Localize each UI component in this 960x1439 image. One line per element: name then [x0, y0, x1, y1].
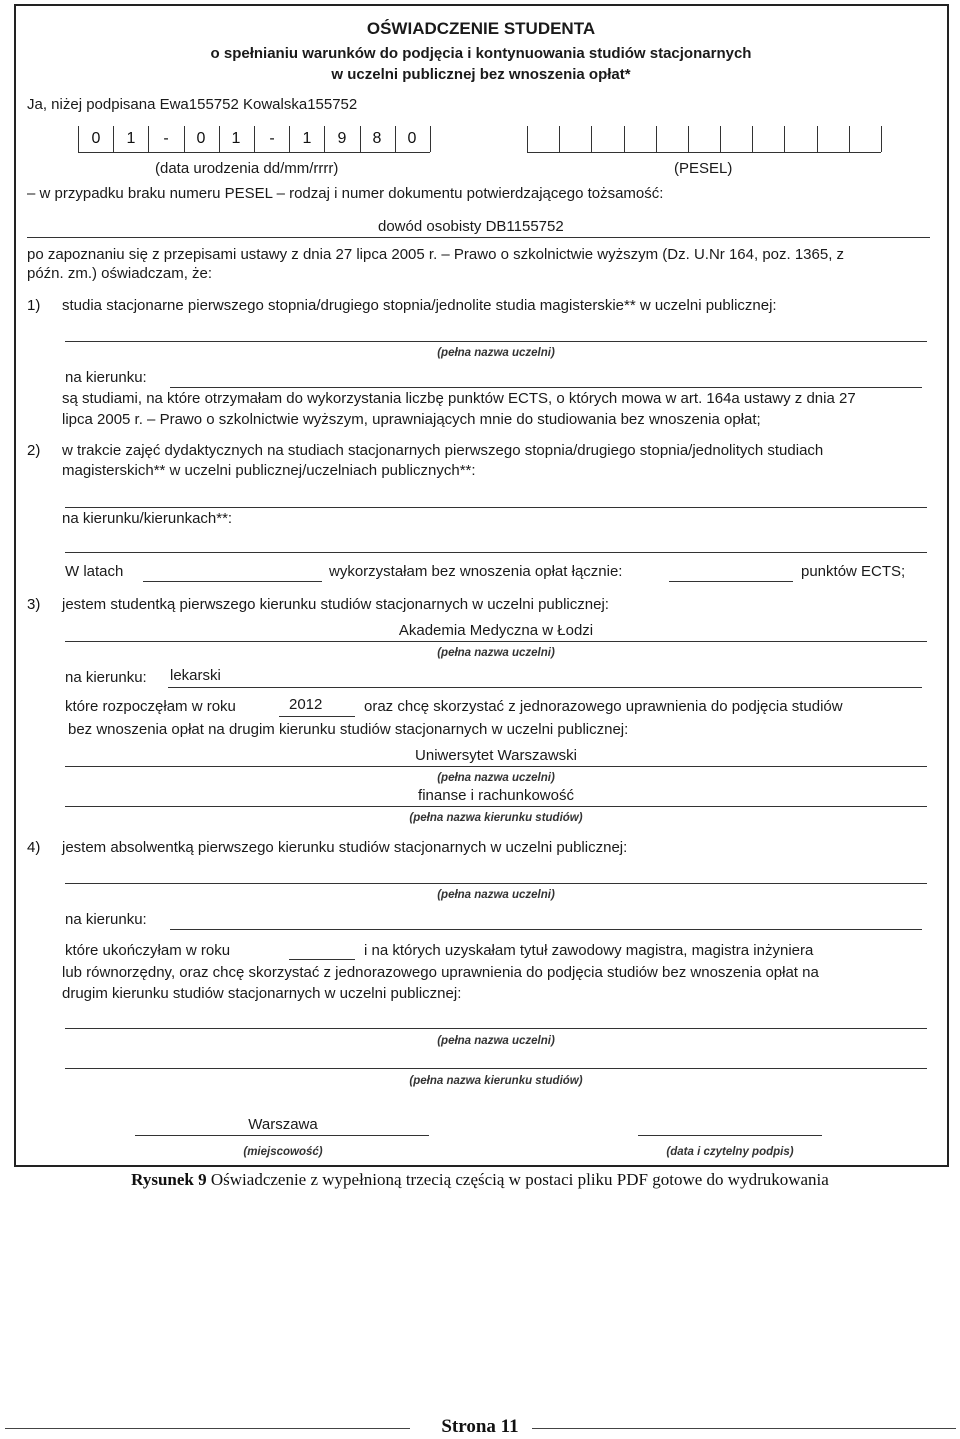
s2-ects-label: punktów ECTS; [801, 563, 906, 580]
digit-box-divider [624, 126, 625, 152]
s2-used-label: wykorzystałam bez wnoszenia opłat łącznie: [329, 563, 623, 580]
s4-kierunek2-line [65, 1068, 927, 1069]
s3-rok-label: które rozpoczęłam w roku [65, 698, 236, 715]
s2-ects-line [669, 581, 793, 582]
dob-digit: 9 [337, 130, 347, 147]
place-caption: (miejscowość) [243, 1146, 323, 1158]
signature-caption: (data i czytelny podpis) [666, 1146, 794, 1158]
section-1-number: 1) [27, 297, 41, 314]
statute-text-1: po zapoznaniu się z przepisami ustawy z dnia 27 lipca 2005 r. – Prawo o szkolnictwie wyższym (Dz. U.Nr 164, poz. 1365, z [27, 246, 845, 263]
pesel-label: (PESEL) [674, 160, 733, 177]
s4-text-3: lub równorzędny, oraz chcę skorzystać z jednorazowego uprawnienia do podjęcia studiów bez wnoszenia opłat na [62, 964, 819, 981]
digit-box-divider [817, 126, 818, 152]
digit-box-divider [656, 126, 657, 152]
statute-text-2: późn. zm.) oświadczam, że: [27, 265, 213, 282]
section-3-number: 3) [27, 596, 41, 613]
s3-text-3: bez wnoszenia opłat na drugim kierunku studiów stacjonarnych w uczelni publicznej: [68, 721, 629, 738]
s4-text-2: i na których uzyskałam tytuł zawodowy magistra, magistra inżyniera [364, 942, 814, 959]
s2-years-line [143, 581, 322, 582]
dob-digit: 1 [231, 130, 241, 147]
digit-box-divider [849, 126, 850, 152]
s2-w-latach: W latach [65, 563, 124, 580]
digit-box-divider [148, 126, 149, 152]
form-subtitle-1: o spełnianiu warunków do podjęcia i kontynuowania studiów stacjonarnych [210, 45, 752, 62]
s1-uni-line [65, 341, 927, 342]
s3-uni-caption: (pełna nazwa uczelni) [437, 647, 555, 659]
s4-kierunek-line [170, 929, 922, 930]
digit-box-divider [78, 126, 79, 152]
dob-label: (data urodzenia dd/mm/rrrr) [155, 160, 339, 177]
section-4-text: jestem absolwentką pierwszego kierunku studiów stacjonarnych w uczelni publicznej: [62, 839, 628, 856]
s3-kierunek2-line [65, 806, 927, 807]
s1-kierunek-label: na kierunku: [65, 369, 147, 386]
digit-box-divider [591, 126, 592, 152]
digit-box-divider [688, 126, 689, 152]
digit-box-divider [430, 126, 431, 152]
pesel-boxes [527, 126, 881, 153]
s3-kierunek-value: lekarski [170, 667, 221, 684]
section-2-number: 2) [27, 442, 41, 459]
section-1-text: studia stacjonarne pierwszego stopnia/drugiego stopnia/jednolite studia magisterskie** w uczelni publicznej: [62, 297, 777, 314]
figure-caption [0, 1170, 960, 1190]
document-line [27, 237, 930, 238]
dob-digit: 1 [302, 130, 312, 147]
s2-uni-line [65, 507, 927, 508]
form-title: OŚWIADCZENIE STUDENTA [366, 19, 596, 38]
section-2-text-2: magisterskich** w uczelni publicznej/uczelniach publicznych**: [62, 462, 476, 479]
dob-digit: 0 [196, 130, 206, 147]
s3-kierunek-line [168, 687, 922, 688]
s3-uni2-value: Uniwersytet Warszawski [415, 747, 577, 764]
s3-uni2-caption: (pełna nazwa uczelni) [437, 772, 555, 784]
digit-box-divider [752, 126, 753, 152]
dob-digit: - [269, 130, 275, 147]
section-3-text: jestem studentką pierwszego kierunku studiów stacjonarnych w uczelni publicznej: [62, 596, 609, 613]
s2-kierunki-line [65, 552, 927, 553]
s1-uni-caption: (pełna nazwa uczelni) [437, 347, 555, 359]
s1-kierunek-line [170, 387, 922, 388]
dob-digit: 8 [372, 130, 382, 147]
s1-text-2: są studiami, na które otrzymałam do wykorzystania liczbę punktów ECTS, o których mowa w art. 164a ustawy z dnia 27 [62, 390, 856, 407]
digit-box-divider [784, 126, 785, 152]
signer-line: Ja, niżej podpisana Ewa155752 Kowalska155752 [27, 96, 358, 113]
s3-kierunek2-caption: (pełna nazwa kierunku studiów) [409, 812, 583, 824]
s4-kierunek2-caption: (pełna nazwa kierunku studiów) [409, 1075, 583, 1087]
no-pesel-text: – w przypadku braku numeru PESEL – rodzaj i numer dokumentu potwierdzającego tożsamość: [27, 185, 664, 202]
s3-rok-line [279, 716, 355, 717]
figure-caption-label: Rysunek 9 [131, 1170, 207, 1189]
section-2-text-1: w trakcie zajęć dydaktycznych na studiach stacjonarnych pierwszego stopnia/drugiego stopnia/jednolitych studiach [62, 442, 824, 459]
place-value: Warszawa [248, 1116, 318, 1133]
s3-text-2: oraz chcę skorzystać z jednorazowego uprawnienia do podjęcia studiów [364, 698, 843, 715]
s3-rok-value: 2012 [289, 696, 323, 713]
s4-rok-line [289, 959, 355, 960]
dob-digit: - [163, 130, 169, 147]
s4-uni2-line [65, 1028, 927, 1029]
digit-box-divider [324, 126, 325, 152]
s3-uni2-line [65, 766, 927, 767]
form-subtitle-2: w uczelni publicznej bez wnoszenia opłat* [331, 66, 631, 83]
dob-digit: 1 [126, 130, 136, 147]
figure-caption-text: Oświadczenie z wypełnioną trzecią częścią w postaci pliku PDF gotowe do wydrukowania [210, 1170, 829, 1189]
s4-kierunek-label: na kierunku: [65, 911, 147, 928]
digit-box-divider [289, 126, 290, 152]
place-line [135, 1135, 429, 1136]
page-number: Strona 11 [441, 1416, 519, 1437]
dob-digit: 0 [91, 130, 101, 147]
s4-uni-caption: (pełna nazwa uczelni) [437, 889, 555, 901]
s4-rok-label: które ukończyłam w roku [65, 942, 231, 959]
digit-box-divider [113, 126, 114, 152]
digit-box-divider [254, 126, 255, 152]
digit-box-divider [720, 126, 721, 152]
s3-uni-line [65, 641, 927, 642]
s2-kierunki-label: na kierunku/kierunkach**: [62, 510, 233, 527]
s3-kierunek-label: na kierunku: [65, 669, 147, 686]
s1-text-3: lipca 2005 r. – Prawo o szkolnictwie wyższym, uprawniających mnie do studiowania bez wnoszenia opłat; [62, 411, 761, 428]
identity-document: dowód osobisty DB1155752 [378, 218, 564, 235]
dob-digit: 0 [407, 130, 417, 147]
section-4-number: 4) [27, 839, 41, 856]
s3-kierunek2-value: finanse i rachunkowość [418, 787, 574, 804]
s4-uni2-caption: (pełna nazwa uczelni) [437, 1035, 555, 1047]
s4-text-4: drugim kierunku studiów stacjonarnych w uczelni publicznej: [62, 985, 462, 1002]
digit-box-divider [559, 126, 560, 152]
s3-uni-value: Akademia Medyczna w Łodzi [398, 622, 594, 639]
s4-uni-line [65, 883, 927, 884]
digit-box-divider [881, 126, 882, 152]
digit-box-divider [527, 126, 528, 152]
dob-boxes [78, 126, 430, 153]
signature-line [638, 1135, 822, 1136]
